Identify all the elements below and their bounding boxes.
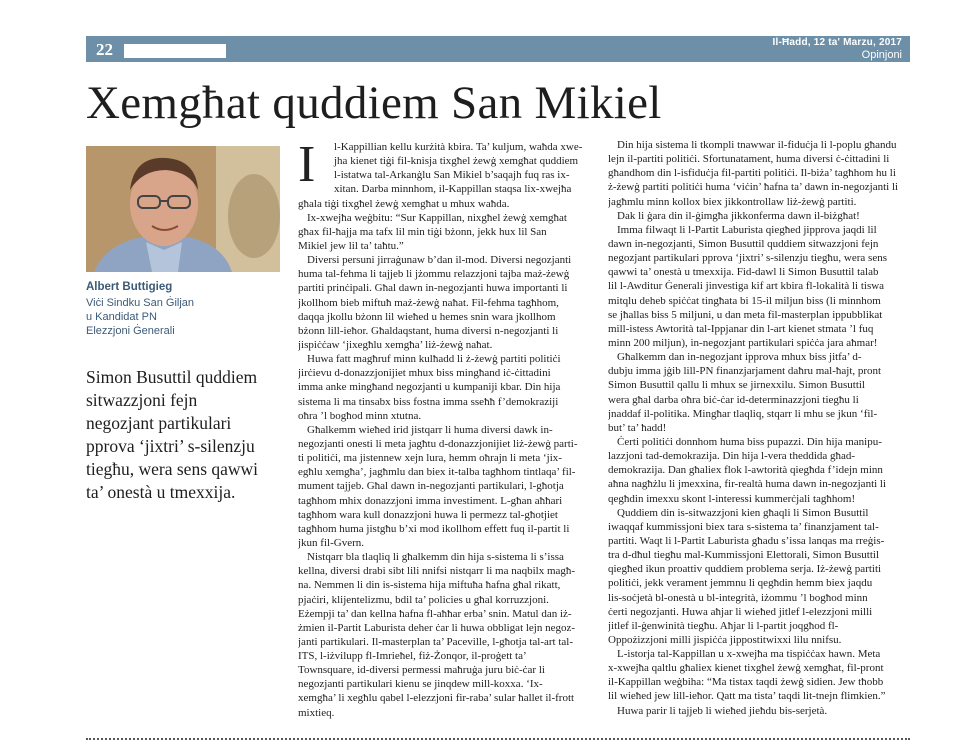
article-text-line: dubju imma jġib lill-PN finanzjarjament daħru mal-ħajt, pront: [608, 365, 882, 378]
article-text-line: xitan. Darba minnhom, il-Kappillan staqsa lix-xwejħa: [334, 183, 572, 196]
article-text-line: tra d-dħul tiegħu mal-Kummissjoni Elettorali, Simon Busuttil: [608, 549, 880, 562]
article-text-line: Huwa fatt magħruf minn kulħadd li ż-żewġ partiti politiċi: [307, 353, 561, 366]
article-text-line: imma anke mingħand negozjanti u kumpaniji kbar. Din hija: [298, 381, 561, 394]
article-text-line: negozjanti partikulari kienu se jinqdew mill-koxxa. ‘Ix-: [298, 678, 543, 691]
footer-rule: [86, 738, 910, 740]
article-text-line: egħlu xemgħa’, jagħmlu dan biex it-talba tagħhom tintlaqa’ fil-: [298, 466, 576, 479]
article-column-2: [608, 138, 908, 718]
article-text-line: se jħallas biss 5 miljuni, u dan meta fil-masterplan ippubblikat: [608, 308, 883, 321]
article-text-line: għax fil-ħajja ma tafx lil min tiġi bżonn, jekk hux lil San: [298, 225, 547, 238]
article-text-line: mixtieq.: [298, 706, 335, 719]
article-text-line: jha kienet tiġi fil-knisja tixgħel żewġ xemgħat quddiem: [334, 155, 579, 168]
article-text-line: Oppożizzjoni milli jispiċċa jippostitwixxi lilu nnifsu.: [608, 633, 842, 646]
page-label-box: [124, 44, 226, 58]
article-text-line: Imma filwaqt li l-Partit Laburista qiegħed jipprova jaqdi lil: [617, 223, 877, 236]
article-text-line: ti politiċi, ma jistennew xejn lura, hemm oħrajn li meta ‘jix-: [298, 452, 562, 465]
pull-quote-line: Simon Busuttil quddiem: [86, 367, 258, 387]
article-text-line: lazzjoni tad-demokrazija. Din hija l-vera theddida għad-: [608, 450, 856, 463]
article-text-line: mitqlu deheb spiċċat tingħata bi 15-il miljun biss (li minnhom: [608, 294, 881, 307]
article-text-line: tagħhom mhix donazzjoni imma investiment. L-għan aħħari: [298, 494, 563, 507]
article-column-1: [298, 136, 598, 720]
article-text-line: politiċi, jekk verament jemmnu li qegħdin hemm biex jaqdu: [608, 577, 873, 590]
article-text-line: xemgħa’ li xegħlu qabel l-elezzjoni fir-raba’ sular ħallet il-frott: [298, 692, 575, 705]
article-text-line: huma tal-fehma li tajjeb li jżommu relazzjoni tajba maż-żewġ: [298, 268, 570, 281]
article-text-line: ITS, l-iżvilupp fl-Imrieħel, fiż-Żonqor, il-proġett ta’: [298, 650, 527, 663]
article-text-line: sistema li ma tinsabx biss fostna imma sseħħ f’demokraziji: [298, 395, 559, 408]
pull-quote-line: tiegħu, wera sens qawwi: [86, 459, 259, 479]
issue-date: Il-Ħadd, 12 ta' Marzu, 2017: [772, 37, 902, 48]
article-text-line: qegħdin imexxu skont l-interessi kummerċjali tagħhom!: [608, 492, 856, 505]
article-text-line: Diversi persuni jirraġunaw b’dan il-mod. Diversi negozjanti: [307, 254, 572, 267]
article-text-line: daqqa jkollu bżonn lil wieħed u hemes snin wara jkollhom: [298, 310, 556, 323]
article-text-line: jirċievu d-donazzjonijiet mhux biss mingħand iċ-ċittadini: [298, 367, 551, 380]
article-text-line: dawn in-negozjanti, Simon Busuttil quddiem sitwazzjoni fejn: [608, 237, 879, 250]
author-role-line: Elezzjoni Ġenerali: [86, 325, 175, 337]
article-text-line: pjaċiri, klijentelizmu, bdil ta’ policies u għal korruzzjoni.: [298, 593, 549, 606]
article-text-line: kellna, diversi drabi sibt lili nnifsi nistqarr li ma naqbilx magħ-: [298, 565, 576, 578]
pull-quote-line: ta’ onestà u tmexxija.: [86, 482, 236, 502]
pull-quote: [86, 366, 286, 504]
article-text-line: jkun fil-Gvern.: [298, 536, 364, 549]
article-text-line: Ix-xwejħa weġbitu: “Sur Kappillan, nixgħel żewġ xemgħat: [307, 211, 567, 224]
article-text-line: mument tajjeb. Għal dawn in-negozjanti partikulari, l-għotja: [298, 480, 564, 493]
article-text-line: żmien il-Partit Laburista deher ċar li huwa obbligat lejn negoz-: [298, 621, 576, 634]
article-text-line: Quddiem din is-sitwazzjoni kien għaqli li Simon Busuttil: [617, 506, 869, 519]
article-text-line: mill-istess Awtorità tal-Ippjanar din l-art kienet stmata ’l fuq: [608, 322, 874, 335]
article-text-line: Huwa parir li tajjeb li wieħed jieħdu bis-serjetà.: [617, 704, 828, 717]
author-role-line: u Kandidat PN: [86, 311, 157, 323]
article-text-line: minn 200 miljun), in-negozjant partikulari spiċċa jara aħmar!: [608, 336, 878, 349]
article-text-line: Għalkemm dan in-negozjant ipprova mhux biss jitfa’ d-: [617, 351, 862, 364]
article-text-line: jispiċċaw ‘jixegħlu xemgħa’ liż-żewġ naħat.: [298, 338, 493, 351]
article-text-line: negozjant partikulari pprova ‘jixtri’ s-silenzju tiegħu, wera sens: [608, 252, 887, 265]
article-text-line: lil l-Awditur Ġenerali jinvestiga kif art kbira fl-lokalità li tiswa: [608, 280, 885, 293]
article-text-line: Townsquare, id-diversi permessi maħruġa juru biċ-ċar li: [298, 664, 545, 677]
article-text-line: Din hija sistema li tkompli tnawwar il-fiduċja li l-poplu għandu: [617, 139, 897, 151]
article-text-line: ż-żewġ partiti politiċi huma ‘viċin’ ħafna ta’ dawn in-negozjanti li: [608, 181, 899, 194]
pull-quote-line: negozjant partikulari: [86, 413, 232, 433]
article-text-line: lil wieħed jew lill-ieħor. Qatt ma tista’ taqdi lit-tnejn flimkien.”: [608, 690, 886, 703]
article-text-line: but’ ta’ ħadd!: [608, 421, 667, 434]
article-text-line: Għalkemm wieħed irid jistqarr li huma diversi dawk in-: [307, 423, 553, 436]
article-text-line: negozjanti onesti li meta jagħtu d-donazzjonijiet liż-żewġ parti-: [298, 437, 578, 450]
article-text-line: x-xwejħa qaltlu għaliex kienet tixgħel żewġ xemgħat, fil-pront: [608, 662, 884, 675]
article-text-line: Mikiel jew lil ta’ taħtu.”: [298, 239, 404, 252]
page-number: 22: [96, 40, 113, 59]
article-text-line: tagħhom wara kull donazzjoni huwa li permezz tal-għotjiet: [298, 508, 558, 521]
article-text-line: partiti prinċipali. Għal dawn in-negozjanti huwa importanti li: [298, 282, 568, 295]
article-text-line: tagħhom huma jistgħu b’xi mod ikollhom effett fuq il-partit li: [298, 522, 570, 535]
author-role-line: Viċi Sindku San Ġiljan: [86, 297, 195, 309]
author-portrait-image: [86, 146, 280, 272]
article-text-line: jkollhom bieb miftuħ maż-żewġ naħat. Fil-fehma tagħhom,: [298, 296, 559, 309]
article-text-line: il-Kappillan weġbiha: “Ma tistax taqdi żewġ sidien. Jew tħobb: [608, 676, 884, 689]
section-name: Opinjoni: [861, 49, 902, 61]
article-text-line: oħra ’l bogħod minn xtutna.: [298, 409, 422, 422]
article-text-line: Ċerti politiċi donnhom huma biss pupazzi. Din hija manipu-: [617, 435, 882, 448]
article-text-line: partiti. Waqt li l-Partit Laburista għadu s’issa lanqas ma rreġis-: [608, 534, 885, 547]
article-text-line: l-istatwa tal-Arkanġlu San Mikiel b’saqajh fuq ras ix-: [334, 169, 570, 182]
article-text-line: demokrazija. Dan għaliex flok l-awtorità qiegħda f’idejn minn: [608, 464, 883, 477]
author-photo: [86, 146, 280, 272]
article-text-line: jagħmlu minn kollox biex jikkontrollaw liż-żewġ partiti.: [608, 195, 857, 208]
article-text-line: Nistqarr bla tlaqliq li għalkemm din hija s-sistema li s’issa: [307, 551, 564, 564]
article-text-line: wera għal darba oħra biċ-ċar id-determinazzjoni tiegħu li: [608, 393, 859, 406]
article-text-line: ċerti negozjanti. Huwa aħjar li wieħed jitlef l-elezzjoni milli: [608, 605, 873, 618]
article-text-line: janti partikulari. Il-masterplan ta’ Paceville, l-għotja tal-art tal-: [298, 635, 573, 648]
article-text-line: Simon Busuttil qallu li mhux se jirnexxilu. Simon Busuttil: [608, 379, 865, 392]
article-text-line: bżonn lill-ieħor. Għaldaqstant, huma diversi n-negozjanti li: [298, 324, 559, 337]
article-text-line: l-Kappillian kellu kurżità kbira. Ta’ kuljum, waħda xwe-: [334, 141, 583, 153]
article-text-line: lis-soċjetà bl-onestà u bl-integrità, iżommu ’l bogħod minn: [608, 591, 868, 604]
article-headline: Xemgħat quddiem San Mikiel: [86, 77, 662, 129]
article-text-line: iwaqqaf kummissjoni biex tara s-sistema ta’ finanzjament tal-: [608, 520, 879, 533]
article-text-line: L-istorja tal-Kappillan u x-xwejħa ma tispiċċax hawn. Meta: [617, 648, 881, 661]
article-text-line: Dak li ġara din il-ġimgħa jikkonferma dawn il-biżgħat!: [617, 209, 860, 222]
article-text-line: għala tiġi tixgħel żewġ xemgħat u mhux waħda.: [298, 197, 510, 210]
pull-quote-line: sitwazzjoni fejn: [86, 390, 198, 410]
article-text-line: Eżempji ta’ dan kellna ħafna fl-aħħar erba’ snin. Matul dan iż-: [298, 607, 572, 620]
drop-cap: I: [298, 136, 316, 193]
pull-quote-line: pprova ‘jixtri’ s-silenzju: [86, 436, 255, 456]
article-text-line: jitlef il-ġenwinità tiegħu. Aħjar li l-partit joqgħod fl-: [608, 619, 839, 632]
author-name: Albert Buttigieg: [86, 281, 173, 293]
article-text-line: jnaddaf il-politika. Mingħar tlaqliq, stqarr li mhu se jkun ‘fil-: [608, 407, 878, 420]
article-text-line: qiegħed ikun proattiv quddiem problema serja. Iż-żewġ partiti: [608, 563, 882, 576]
article-text-line: qawwi ta’ onestà u tmexxija. Fid-dawl li Simon Busuttil talab: [608, 266, 879, 279]
article-text-line: għandhom din l-isfiduċja fil-partiti politiċi. Il-biża’ tagħhom hu li: [608, 167, 896, 180]
article-text-line: lejn il-partiti politiċi. Sfortunatament, huma diversi ċ-ċittadini li: [608, 153, 890, 166]
article-text-line: na. Nemmen li din is-sistema hija miftuħa ħafna għal rikatt,: [298, 579, 561, 592]
article-text-line: aħna nagħżlu li jmexxina, fir-realtà huma dawn in-negozjanti li: [608, 478, 887, 491]
